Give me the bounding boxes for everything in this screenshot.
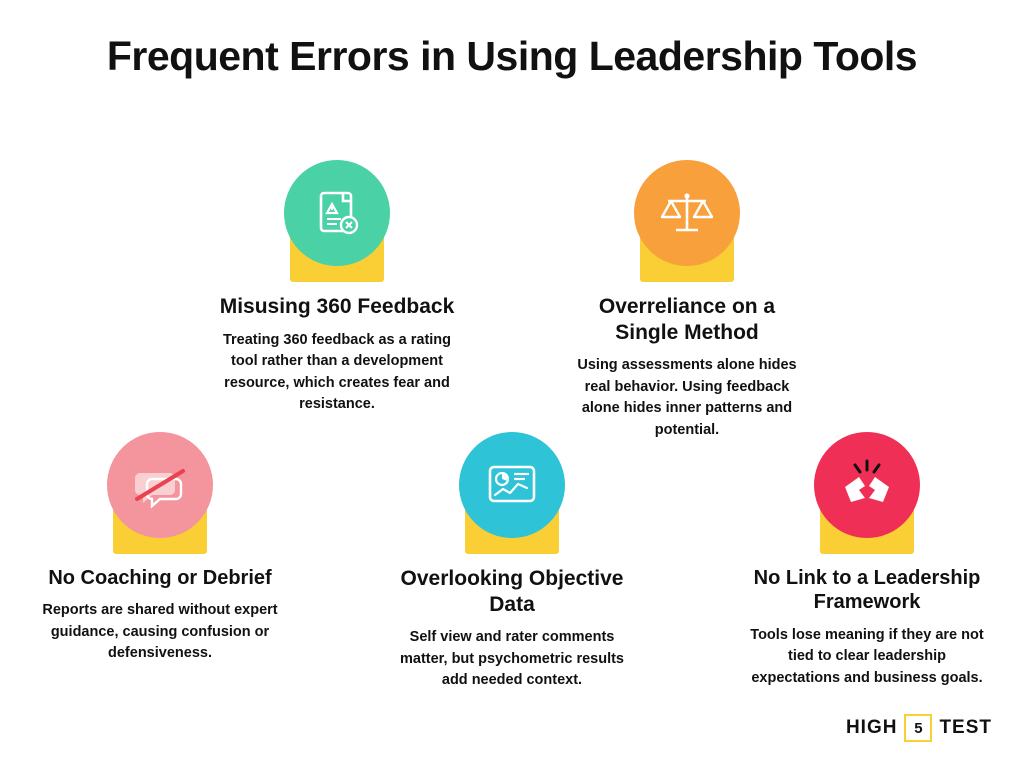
card-description: Tools lose meaning if they are not tied to clear leadership expectations and business goals. (750, 626, 984, 686)
card-title: Overlooking Objective Data (400, 567, 624, 616)
no-speech-bubble-icon (107, 432, 213, 538)
analytics-chart-icon (459, 432, 565, 538)
info-card-overlooking-objective-data (390, 432, 634, 692)
info-card-misusing-360-feedback (215, 160, 459, 415)
icon-group (95, 432, 225, 554)
info-card-no-coaching-or-debrief (38, 432, 282, 665)
icon-group (802, 432, 932, 554)
broken-link-icon (814, 432, 920, 538)
card-description: Using assessments alone hides real behavior. Using feedback alone hides inner patterns and potential. (577, 357, 797, 438)
page-title: Frequent Errors in Using Leadership Tools (106, 33, 918, 79)
document-alert-icon (284, 160, 390, 266)
card-description: Self view and rater comments matter, but psychometric results add needed context. (399, 629, 624, 689)
brand-word-1: HIGH (845, 717, 898, 738)
card-title: Overreliance on a Single Method (598, 295, 776, 344)
icon-group (447, 432, 577, 554)
brand-word-2: TEST (939, 717, 992, 738)
card-description: Reports are shared without expert guidance, causing confusion or defensiveness. (42, 602, 278, 662)
balance-scale-icon (634, 160, 740, 266)
info-card-no-link-leadership-framework (745, 432, 989, 689)
brand-number-badge: 5 (904, 714, 932, 742)
icon-group (622, 160, 752, 282)
info-card-overreliance-single-method (565, 160, 809, 441)
brand-logo (846, 714, 992, 742)
card-title: No Link to a Leadership Framework (753, 567, 981, 614)
icon-group (272, 160, 402, 282)
card-title: No Coaching or Debrief (48, 567, 272, 589)
card-title: Misusing 360 Feedback (219, 295, 455, 318)
card-description: Treating 360 feedback as a rating tool rather than a development resource, which creates fear and resistance. (222, 331, 452, 412)
